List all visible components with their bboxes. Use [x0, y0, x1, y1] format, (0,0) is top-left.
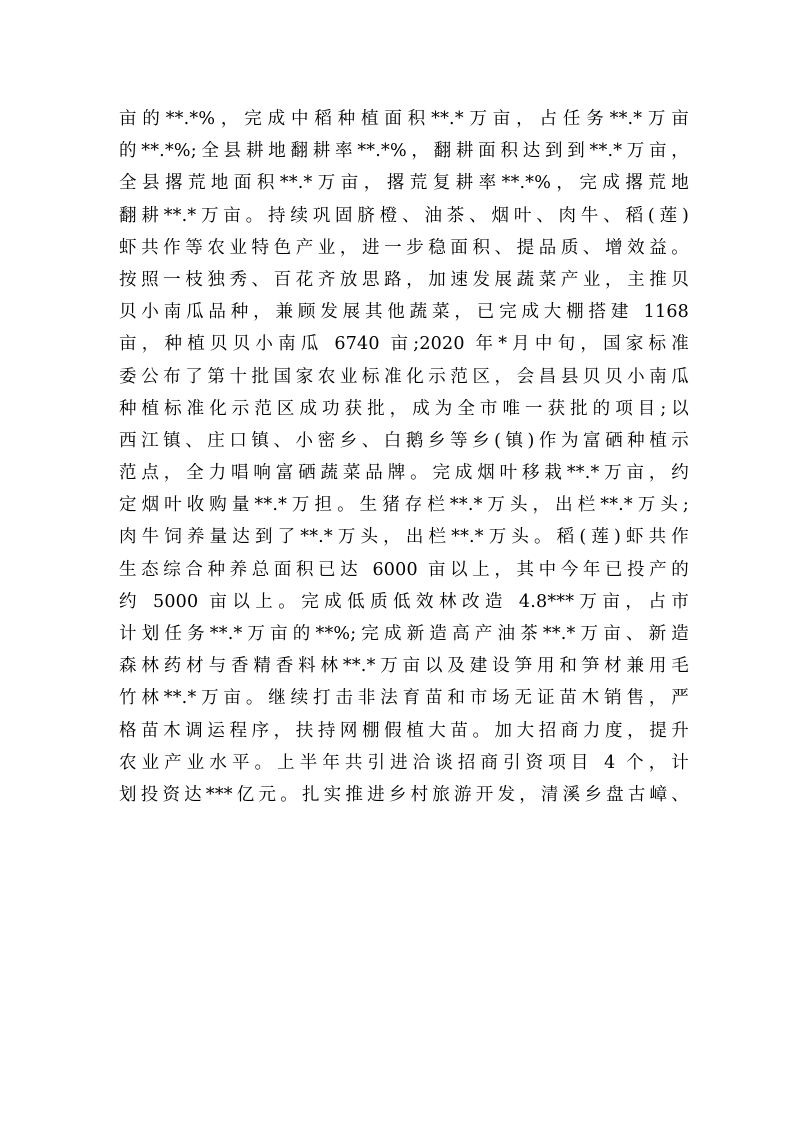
text-line: 委公布了第十批国家农业标准化示范区，会昌县贝贝小南瓜 [119, 366, 689, 387]
text-line: 西江镇、庄口镇、小密乡、白鹅乡等乡(镇)作为富硒种植示 [119, 430, 689, 451]
text-line: 翻耕**.*万亩。持续巩固脐橙、油茶、烟叶、肉牛、稻(莲) [119, 205, 689, 226]
text-line: 亩的**.*%，完成中稻种植面积**.*万亩，占任务**.*万亩 [119, 109, 689, 129]
text-line: 生态综合种养总面积已达 6000 亩以上，其中今年已投产的 [119, 559, 689, 580]
text-line: 全县撂荒地面积**.*万亩，撂荒复耕率**.*%，完成撂荒地 [119, 173, 689, 194]
text-line: 约 5000 亩以上。完成低质低效林改造 4.8***万亩，占市 [119, 591, 689, 612]
text-line: 范点，全力唱响富硒蔬菜品牌。完成烟叶移栽**.*万亩，约 [119, 463, 689, 484]
text-line: 农业产业水平。上半年共引进洽谈招商引资项目 4 个，计 [119, 752, 689, 773]
text-line: 贝小南瓜品种，兼顾发展其他蔬菜，已完成大棚搭建 1168 [119, 302, 689, 323]
text-line: 森林药材与香精香料林**.*万亩以及建设笋用和笋材兼用毛 [119, 656, 689, 677]
text-line: 计划任务**.*万亩的**%;完成新造高产油茶**.*万亩、新造 [119, 624, 689, 644]
text-line: 种植标准化示范区成功获批，成为全市唯一获批的项目;以 [119, 398, 689, 419]
text-line: 竹林**.*万亩。继续打击非法育苗和市场无证苗木销售，严 [119, 688, 689, 709]
text-line: 定烟叶收购量**.*万担。生猪存栏**.*万头，出栏**.*万头; [119, 495, 689, 516]
text-line: 肉牛饲养量达到了**.*万头，出栏**.*万头。稻(莲)虾共作 [119, 527, 689, 548]
text-line: 的**.*%;全县耕地翻耕率**.*%，翻耕面积达到到**.*万亩， [119, 141, 689, 162]
text-line: 虾共作等农业特色产业，进一步稳面积、提品质、增效益。 [119, 237, 689, 258]
body-paragraph [119, 103, 689, 811]
text-line: 格苗木调运程序，扶持网棚假植大苗。加大招商力度，提升 [119, 720, 689, 741]
text-line: 按照一枝独秀、百花齐放思路，加速发展蔬菜产业，主推贝 [119, 269, 689, 290]
text-line: 划投资达***亿元。扎实推进乡村旅游开发，清溪乡盘古嶂、 [119, 784, 689, 805]
text-line: 亩，种植贝贝小南瓜 6740 亩;2020 年*月中旬，国家标准 [119, 334, 689, 355]
